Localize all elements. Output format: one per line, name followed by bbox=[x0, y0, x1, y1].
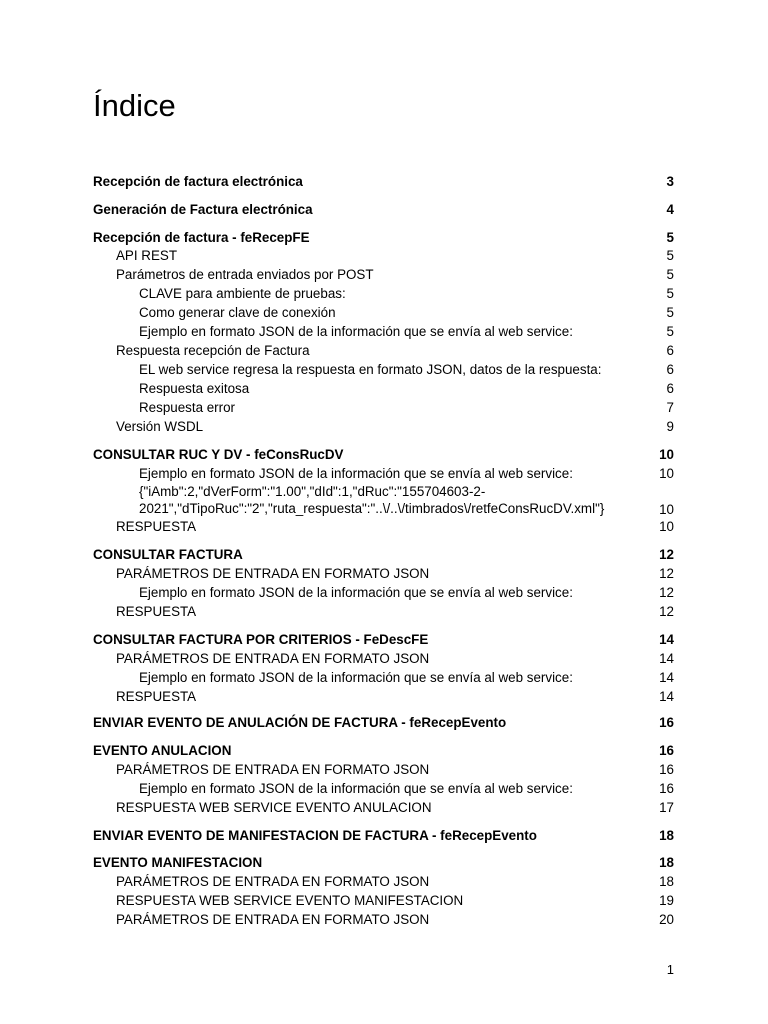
toc-entry-text: Ejemplo en formato JSON de la información que se envía al web service: bbox=[139, 585, 573, 600]
toc-entry-page: 6 bbox=[666, 343, 674, 358]
toc-entry-page: 14 bbox=[659, 689, 674, 704]
toc-entry-text: PARÁMETROS DE ENTRADA EN FORMATO JSON bbox=[116, 651, 430, 666]
toc-entry-page: 18 bbox=[659, 855, 674, 870]
toc-entry-text: EL web service regresa la respuesta en formato JSON, datos de la respuesta: bbox=[139, 362, 602, 377]
toc-entry-text: CONSULTAR FACTURA POR CRITERIOS - FeDescFE bbox=[93, 632, 429, 647]
toc-entry-text: ENVIAR EVENTO DE MANIFESTACION DE FACTURA - feRecepEvento bbox=[93, 828, 537, 843]
toc-entry-text: ENVIAR EVENTO DE ANULACIÓN DE FACTURA - feRecepEvento bbox=[93, 715, 507, 730]
toc-entry-page: 14 bbox=[659, 670, 674, 685]
toc-entry-page: 16 bbox=[659, 743, 674, 758]
toc-entry-page: 12 bbox=[659, 604, 674, 619]
toc-entry-text: Respuesta recepción de Factura bbox=[116, 343, 310, 358]
toc-entry-text: RESPUESTA bbox=[116, 604, 197, 619]
toc-entry-page: 6 bbox=[666, 362, 674, 377]
toc-entry-text: RESPUESTA WEB SERVICE EVENTO ANULACION bbox=[116, 800, 432, 815]
toc-entry-page: 5 bbox=[666, 324, 674, 339]
toc-entry-text: API REST bbox=[116, 248, 178, 263]
toc-entry-page: 9 bbox=[666, 419, 674, 434]
toc-entry-page: 4 bbox=[666, 202, 674, 217]
toc-entry-text: PARÁMETROS DE ENTRADA EN FORMATO JSON bbox=[116, 874, 430, 889]
page-title: Índice bbox=[93, 88, 176, 123]
toc-entry-text: PARÁMETROS DE ENTRADA EN FORMATO JSON bbox=[116, 762, 430, 777]
toc-entry-page: 18 bbox=[659, 828, 674, 843]
toc-entry-page: 10 bbox=[659, 519, 674, 534]
toc-entry-text: RESPUESTA bbox=[116, 519, 197, 534]
toc-entry-text: Parámetros de entrada enviados por POST bbox=[116, 267, 374, 282]
toc-entry-page: 10 bbox=[659, 466, 674, 481]
page-number: 1 bbox=[666, 962, 674, 977]
toc-entry-page: 12 bbox=[659, 585, 674, 600]
toc-entry-page: 5 bbox=[666, 305, 674, 320]
toc-entry-text: Ejemplo en formato JSON de la información que se envía al web service: bbox=[139, 781, 573, 796]
toc-entry-text: RESPUESTA bbox=[116, 689, 197, 704]
toc-entry-text: Recepción de factura electrónica bbox=[93, 174, 303, 189]
toc-entry-page: 16 bbox=[659, 781, 674, 796]
toc-entry-page: 20 bbox=[659, 912, 674, 927]
toc-entry-text: Ejemplo en formato JSON de la información que se envía al web service: bbox=[139, 324, 573, 339]
toc-entry-page: 5 bbox=[666, 248, 674, 263]
toc-entry-text: CONSULTAR FACTURA bbox=[93, 547, 243, 562]
toc-entry-page: 18 bbox=[659, 874, 674, 889]
toc-entry-page: 5 bbox=[666, 230, 674, 245]
toc-entry-text: PARÁMETROS DE ENTRADA EN FORMATO JSON bbox=[116, 566, 430, 581]
toc-entry-page: 3 bbox=[666, 174, 674, 189]
toc-entry-page: 17 bbox=[659, 800, 674, 815]
toc-entry-text: Versión WSDL bbox=[116, 419, 204, 434]
toc-entry-page: 10 bbox=[659, 447, 674, 462]
toc-entry-page: 16 bbox=[659, 762, 674, 777]
toc-entry-page: 5 bbox=[666, 267, 674, 282]
toc-entry-text: EVENTO ANULACION bbox=[93, 743, 232, 758]
toc-entry-text: RESPUESTA WEB SERVICE EVENTO MANIFESTACION bbox=[116, 893, 464, 908]
toc-entry-text: EVENTO MANIFESTACION bbox=[93, 855, 263, 870]
toc-entry-text: Ejemplo en formato JSON de la información que se envía al web service: bbox=[139, 466, 573, 481]
toc-entry-page: 16 bbox=[659, 715, 674, 730]
toc-entry-page: 14 bbox=[659, 632, 674, 647]
toc-entry-page: 12 bbox=[659, 566, 674, 581]
toc-entry-page: 12 bbox=[659, 547, 674, 562]
toc-entry-text: {"iAmb":2,"dVerForm":"1.00","dId":1,"dRuc":"155704603-2-2021","dTipoRuc":"2","ruta_respuesta":"..\/..\/timbrados\/retfeConsRucDV.xml"} bbox=[139, 484, 605, 516]
toc-entry-text: Ejemplo en formato JSON de la información que se envía al web service: bbox=[139, 670, 573, 685]
toc-entry-text: PARÁMETROS DE ENTRADA EN FORMATO JSON bbox=[116, 912, 430, 927]
toc-entry-text: Respuesta error bbox=[139, 400, 236, 415]
toc-entry-page: 7 bbox=[666, 400, 674, 415]
toc-entry-page: 14 bbox=[659, 651, 674, 666]
toc-entry-page: 10 bbox=[659, 502, 674, 517]
toc-entry-text: CLAVE para ambiente de pruebas: bbox=[139, 286, 346, 301]
toc-entry-text: Como generar clave de conexión bbox=[139, 305, 336, 320]
toc-entry-page: 5 bbox=[666, 286, 674, 301]
toc-entry-page: 6 bbox=[666, 381, 674, 396]
toc-entry-text: CONSULTAR RUC Y DV - feConsRucDV bbox=[93, 447, 344, 462]
toc-entry-text: Generación de Factura electrónica bbox=[93, 202, 313, 217]
toc-entry-text: Recepción de factura - feRecepFE bbox=[93, 230, 310, 245]
toc-entry-text: Respuesta exitosa bbox=[139, 381, 250, 396]
toc-entry-page: 19 bbox=[659, 893, 674, 908]
